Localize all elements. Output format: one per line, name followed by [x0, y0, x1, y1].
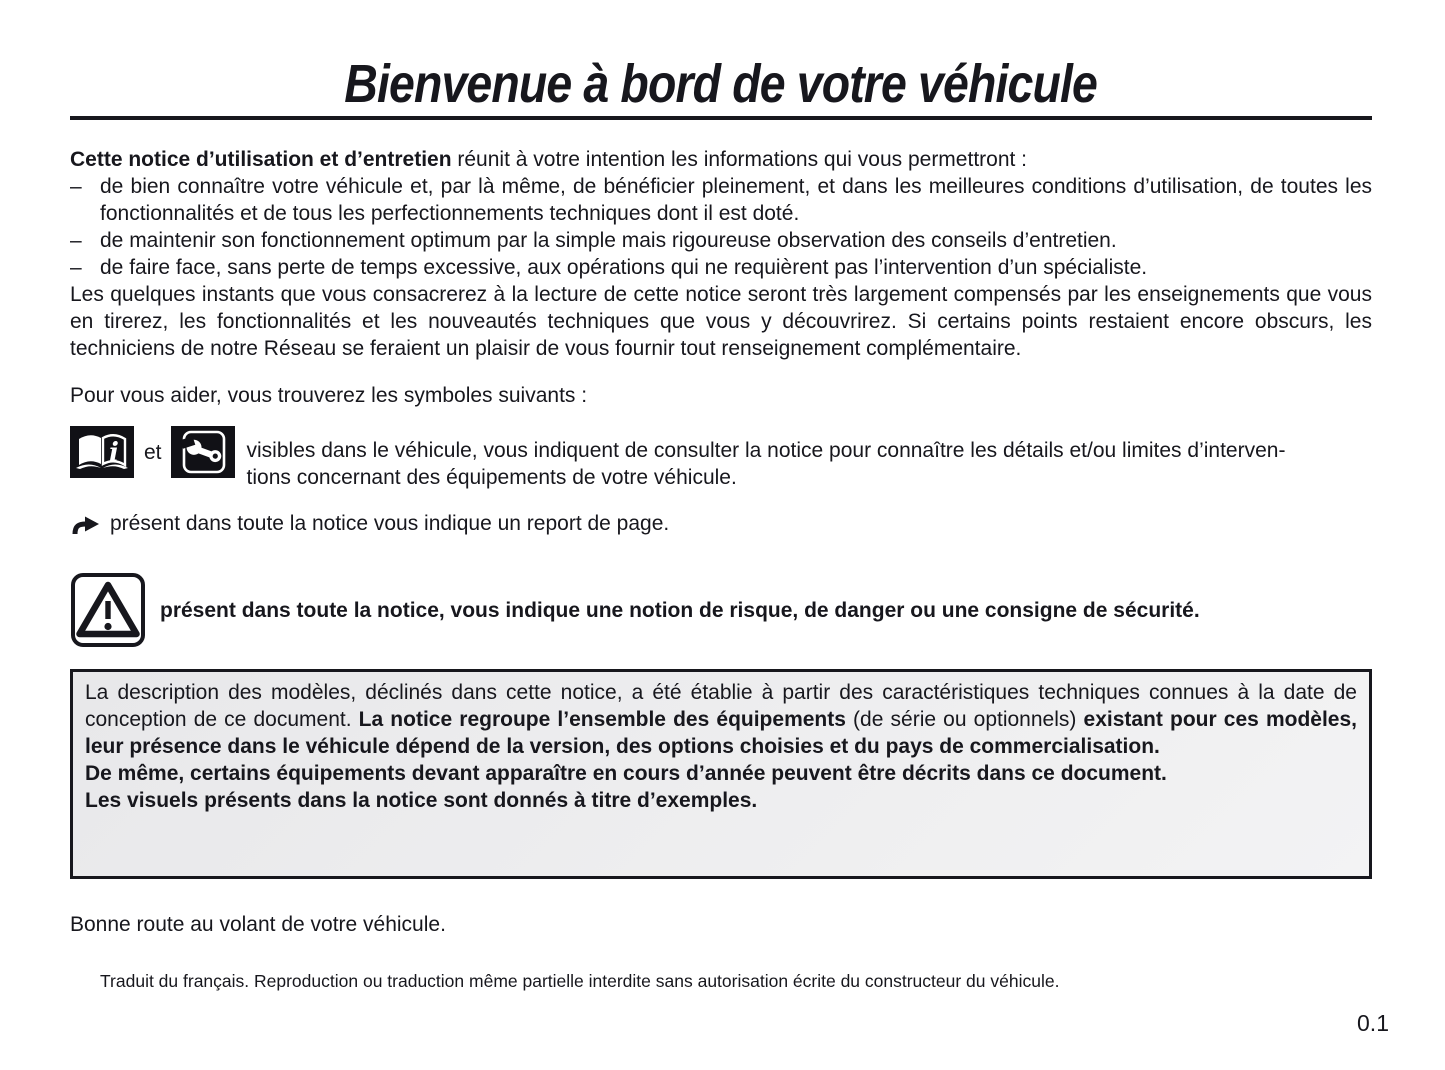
symbols-description	[247, 437, 1286, 491]
open-book-info-icon	[70, 426, 134, 478]
list-item: – de faire face, sans perte de temps excessive, aux opérations qui ne requièrent pas l’intervention d’un spécialiste.	[70, 254, 1372, 281]
warning-row	[70, 572, 1372, 648]
closing-text: Bonne route au volant de votre véhicule.	[70, 913, 446, 936]
intro-paragraph: Les quelques instants que vous consacrerez à la lecture de cette notice seront très largement compensés par les enseignements que vous en tirerez, les fonctionnalités et les nouveautés techniques que vous y découvrirez. Si certains points restaient encore obscurs, les techniciens de notre Réseau se feraient un plaisir de vous fournir tout renseignement complémentaire.	[70, 283, 1372, 360]
page-content	[0, 52, 1445, 995]
page-number: 0.1	[1357, 1010, 1389, 1036]
intro-bullet-list	[70, 173, 1372, 281]
page-reference-text: présent dans toute la notice vous indique un report de page.	[110, 512, 670, 535]
symbols-description-line1: visibles dans le véhicule, vous indiquent de consulter la notice pour connaître les détails et/ou limites d’interven-	[246, 439, 1286, 462]
list-item: – de maintenir son fonctionnement optimum par la simple mais rigoureuse observation des conseils d’entretien.	[70, 227, 1372, 254]
page-title: Bienvenue à bord de votre véhicule	[344, 54, 1098, 114]
symbols-helper-line: Pour vous aider, vous trouverez les symboles suivants :	[70, 384, 588, 407]
wrench-icon	[171, 426, 235, 478]
symbols-separator: et	[144, 441, 162, 464]
page-reference-row	[70, 510, 1372, 542]
curved-right-arrow-icon	[70, 513, 100, 542]
warning-text: présent dans toute la notice, vous indique une notion de risque, de danger ou une consigne de sécurité.	[160, 598, 1200, 622]
model-description-box	[70, 669, 1372, 879]
intro-lead: Cette notice d’utilisation et d’entretien réunit à votre intention les informations qui vous permettront :	[70, 148, 1028, 171]
info-box-line3: Les visuels présents dans la notice sont donnés à titre d’exemples.	[85, 789, 758, 812]
list-item: – de bien connaître votre véhicule et, par là même, de bénéficier pleinement, et dans les meilleures conditions d’utilisation, de toutes les fonctionnalités et de tous les perfectionnements techniques dont il est doté.	[70, 173, 1372, 227]
legal-notice: Traduit du français. Reproduction ou traduction même partielle interdite sans autorisation écrite du constructeur du véhicule.	[100, 971, 1060, 991]
svg-text:i: i	[109, 438, 119, 468]
info-box-line2: De même, certains équipements devant apparaître en cours d’année peuvent être décrits dans ce document.	[85, 762, 1167, 785]
title-block	[70, 52, 1372, 120]
intro-section	[70, 146, 1372, 409]
symbols-row	[70, 426, 1372, 491]
symbols-description-line2: tions concernant des équipements de votre véhicule.	[246, 466, 737, 489]
info-box-paragraph: La description des modèles, déclinés dans cette notice, a été établie à partir des caractéristiques techniques connues à la date de conception de ce document. La notice regroupe l’ensemble des équipements (de série ou optionnels) existant pour ces modèles, leur présence dans le véhicule dépend de la version, des options choisies et du pays de commercialisation.	[85, 681, 1357, 758]
warning-triangle-icon	[70, 572, 146, 648]
